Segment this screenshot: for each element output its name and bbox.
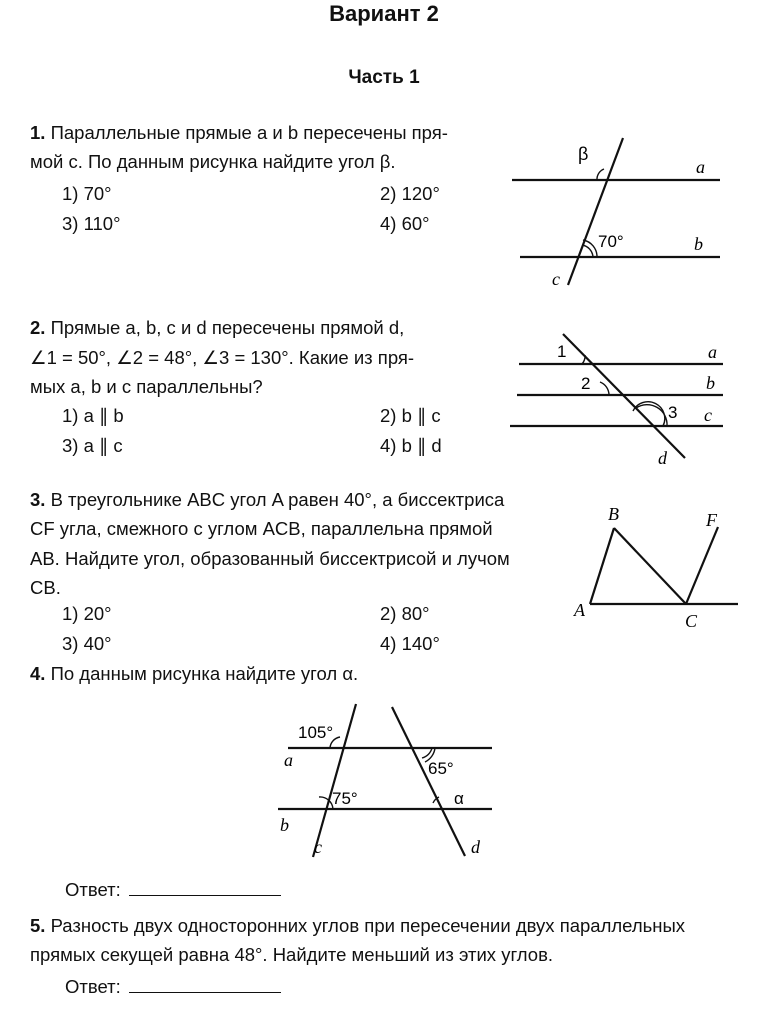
line-a-label: a — [284, 750, 293, 770]
angle-70-arc — [582, 245, 593, 257]
problem-3-text-4: CB. — [30, 577, 61, 598]
angle-2-label: 2 — [581, 374, 591, 393]
line-a-label: a — [708, 342, 717, 362]
point-c-label: C — [685, 611, 698, 631]
secant-d — [392, 707, 465, 856]
bisector-cf — [686, 527, 718, 604]
problem-2-figure — [505, 328, 730, 468]
problem-4-figure — [270, 700, 500, 865]
secant-d-label: d — [471, 837, 480, 857]
angle-70-label: 70° — [598, 232, 624, 251]
beta-arc — [597, 169, 604, 180]
angle-2-arc — [600, 382, 609, 395]
problem-1-text-2: мой c. По данным рисунка найдите угол β. — [30, 151, 396, 172]
angle-3-label: 3 — [668, 403, 678, 422]
angle-1-label: 1 — [557, 342, 567, 361]
point-f-label: F — [706, 510, 717, 530]
problem-1-option-4[interactable]: 4) 60° — [380, 213, 430, 234]
problem-2-option-1[interactable]: 1) a ∥ b — [62, 405, 124, 426]
problem-1-number: 1. — [30, 122, 46, 143]
problem-2-option-2[interactable]: 2) b ∥ c — [380, 405, 441, 426]
problem-4-number: 4. — [30, 663, 46, 684]
problem-1-text-1: Параллельные прямые a и b пересечены пря- — [50, 122, 448, 143]
line-b-label: b — [706, 373, 715, 393]
problem-3-option-3[interactable]: 3) 40° — [62, 633, 112, 654]
beta-label: β — [578, 144, 589, 164]
problem-1-figure — [500, 130, 730, 295]
problem-3-text-1: В треугольнике ABC угол A равен 40°, а биссектриса — [50, 489, 505, 510]
secant-d-label: d — [658, 448, 667, 468]
problem-5-number: 5. — [30, 915, 46, 936]
point-b-label: B — [608, 504, 619, 524]
problem-2-number: 2. — [30, 317, 46, 338]
line-b-label: b — [694, 234, 703, 254]
problem-5-answer-label: Ответ: — [65, 976, 121, 997]
problem-1-option-1[interactable]: 1) 70° — [62, 183, 112, 204]
secant-c — [568, 138, 623, 285]
alpha-label: α — [454, 789, 464, 808]
problem-2-line-1 — [30, 316, 404, 340]
problem-3-number: 3. — [30, 489, 46, 510]
problem-1-line-1 — [30, 121, 448, 145]
problem-3-option-4[interactable]: 4) 140° — [380, 633, 440, 654]
problem-4-line-1 — [30, 662, 358, 686]
angle-105-label: 105° — [298, 723, 334, 742]
problem-5-text-2: прямых секущей равна 48°. Найдите меньший из этих углов. — [30, 944, 554, 965]
problem-5-answer-field[interactable] — [129, 978, 281, 993]
angle-75-label: 75° — [332, 789, 358, 808]
point-a-label: A — [574, 600, 585, 620]
page-title: Вариант 2 — [329, 1, 439, 26]
line-a-label: a — [696, 157, 705, 177]
problem-2-option-3[interactable]: 3) a ∥ c — [62, 435, 123, 456]
problem-5-text-1: Разность двух односторонних углов при пересечении двух параллельных — [50, 915, 686, 936]
angle-65-label: 65° — [428, 759, 454, 778]
problem-2-text-2: ∠1 = 50°, ∠2 = 48°, ∠3 = 130°. Какие из пря- — [30, 347, 415, 368]
problem-2-option-4[interactable]: 4) b ∥ d — [380, 435, 442, 456]
problem-1-option-2[interactable]: 2) 120° — [380, 183, 440, 204]
problem-1-option-3[interactable]: 3) 110° — [62, 213, 121, 234]
secant-c-label: c — [314, 837, 322, 857]
problem-4-answer-field[interactable] — [129, 881, 281, 896]
problem-3-figure — [562, 500, 747, 635]
problem-2-text-1: Прямые a, b, c и d пересечены прямой d, — [50, 317, 405, 338]
problem-4-answer — [65, 878, 281, 902]
problem-5-answer — [65, 975, 281, 999]
problem-2-text-3: мых a, b и c параллельны? — [30, 376, 263, 397]
problem-3-option-1[interactable]: 1) 20° — [62, 603, 112, 624]
angle-65-arc — [422, 748, 432, 758]
part-title: Часть 1 — [348, 67, 420, 88]
problem-3-option-2[interactable]: 2) 80° — [380, 603, 430, 624]
line-c-label: c — [704, 405, 712, 425]
problem-3-text-2: CF угла, смежного с углом ACB, параллельна прямой — [30, 518, 493, 539]
problem-3-text-3: AB. Найдите угол, образованный биссектрисой и лучом — [30, 548, 510, 569]
side-ab — [590, 528, 614, 604]
secant-c-label: c — [552, 269, 560, 289]
problem-4-answer-label: Ответ: — [65, 879, 121, 900]
side-bc — [614, 528, 686, 604]
problem-4-text-1: По данным рисунка найдите угол α. — [50, 663, 359, 684]
problem-5-line-1 — [30, 914, 685, 938]
line-b-label: b — [280, 815, 289, 835]
problem-3-line-1 — [30, 488, 504, 512]
